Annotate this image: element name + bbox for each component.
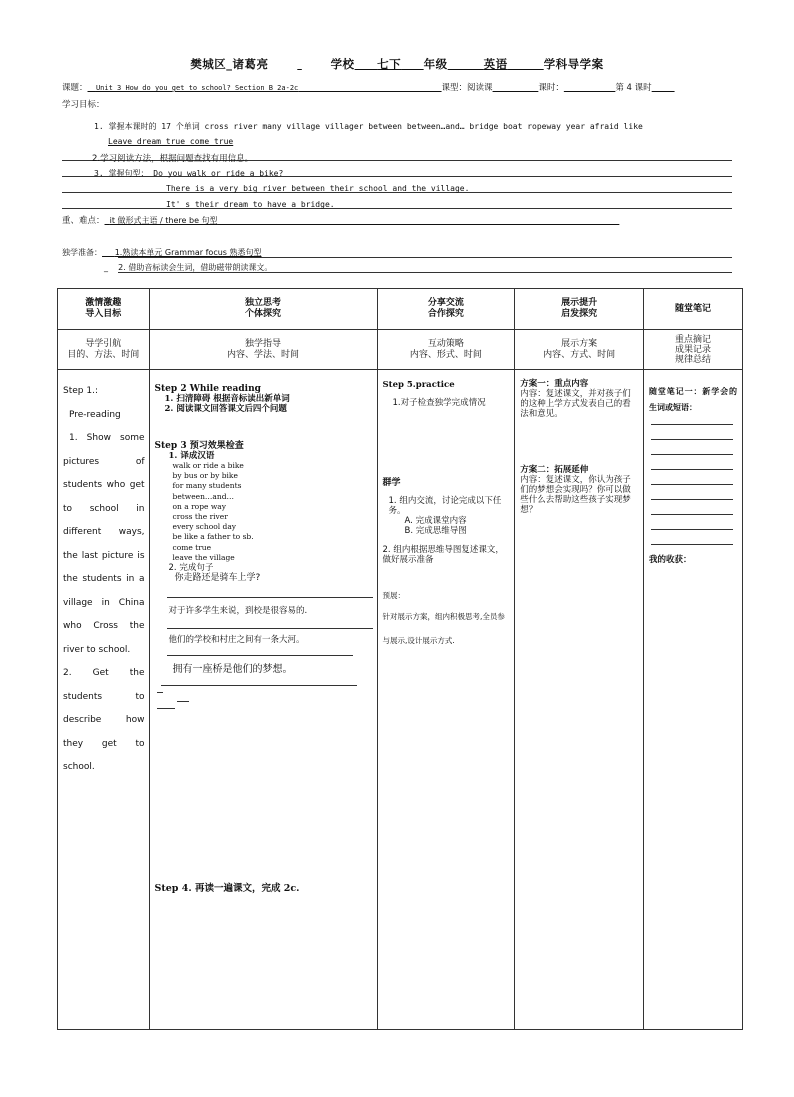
header-col-2: 独立思考 个体探究 xyxy=(149,289,377,330)
lesson-table xyxy=(57,288,743,1030)
focus-row: 重、难点： it 做形式主语 / there be 句型 xyxy=(62,216,218,226)
group-item-1b: B. 完成思维导图 xyxy=(404,526,467,536)
subheader-col-3: 互动策略 内容、形式、时间 xyxy=(377,330,515,370)
step5-item-1: 1.对子检查独学完成情况 xyxy=(392,398,486,408)
col-intro xyxy=(58,370,150,1030)
header-col-4: 展示提升 启发探究 xyxy=(515,289,644,330)
col-notes xyxy=(644,370,743,1030)
subheader-col-2: 独学指导 内容、学法、时间 xyxy=(149,330,377,370)
intro-p2: 2. Get the students to describe how they get to school. xyxy=(63,668,145,772)
goal-1: 1. 掌握本课时的 17 个单词 cross river many village villager between between…and… bridge boat ropeway year afraid like xyxy=(94,122,643,131)
step2-item-2: 2. 阅读课文回答课文后四个问题 xyxy=(164,404,287,414)
step3-title: Step 3 预习效果检查 xyxy=(154,441,244,451)
phrase-list xyxy=(155,461,373,563)
col-independent xyxy=(149,370,377,1030)
subheader-col-1: 导学引航 目的、方法、时间 xyxy=(58,330,150,370)
prep-row-1: 独学准备： 1.熟读本单元 Grammar focus 熟悉句型 xyxy=(62,248,262,257)
phrase-item: leave the village xyxy=(172,552,235,562)
plan1-text: 内容：复述课文，并对孩子们的这种上学方式发表自己的看法和意见。 xyxy=(520,389,631,419)
plan2-title: 方案二：拓展延伸 xyxy=(520,465,589,475)
subheader-col-5: 重点摘记 成果记录 规律总结 xyxy=(644,330,743,370)
plan2-text: 内容：复述课文，你认为孩子们的梦想会实现吗？你可以做些什么去帮助这些孩子实现梦想？ xyxy=(520,475,631,515)
phrase-item: cross the river xyxy=(172,512,228,522)
phrase-item: be like a father to sb. xyxy=(172,532,254,542)
plan1-title: 方案一：重点内容 xyxy=(520,379,589,389)
header-col-5: 随堂笔记 xyxy=(644,289,743,330)
phrase-item: by bus or by bike xyxy=(172,471,238,481)
goal-2: 2.学习阅读方法，根据问题查找有用信息。 xyxy=(92,154,254,164)
subheader-col-4: 展示方案 内容、方式、时间 xyxy=(515,330,644,370)
step2-title: Step 2 While reading xyxy=(154,384,261,394)
group-item-2: 2. 组内根据思维导图复述课文，做好展示准备 xyxy=(382,545,504,565)
phrase-item: walk or ride a bike xyxy=(172,461,244,470)
header-col-3: 分享交流 合作探究 xyxy=(377,289,515,330)
note-1: 随堂笔记一：新学会的生词或短语： xyxy=(649,387,737,412)
step4-title: Step 4. 再读一遍课文，完成 2c. xyxy=(154,883,300,894)
sentence-q3: 他们的学校和村庄之间有一条大河。 xyxy=(168,635,305,646)
col-cooperative xyxy=(377,370,515,1030)
step5-title: Step 5.practice xyxy=(382,380,455,390)
harvest-label: 我的收获： xyxy=(649,555,692,565)
sentence-q2: 对于许多学生来说，到校是很容易的. xyxy=(168,606,308,617)
group-item-1: 1. 组内交流，讨论完成以下任务。 xyxy=(388,496,502,516)
goal-3-sentence-3: It' s their dream to have a bridge. xyxy=(166,200,335,209)
step3-item-1: 1. 译成汉语 xyxy=(168,451,215,461)
phrase-item: every school day xyxy=(172,522,237,532)
header-col-1: 激情激趣 导入目标 xyxy=(58,289,150,330)
sentence-q1: 你走路还是骑车上学? xyxy=(174,573,261,584)
goal-3: 3. 掌握句型： Do you walk or ride a bike? xyxy=(94,169,284,178)
col-presentation xyxy=(515,370,644,1030)
topic-row: 课题：__Unit 3 How do you get to school? Section B 2a-2c 课型：阅读课 课时： 第 4 课时 xyxy=(62,83,652,93)
sentence-q4: 拥有一座桥是他们的梦想。 xyxy=(172,664,293,676)
preview-title: 预展： xyxy=(382,591,406,600)
page-title: 樊城区_诸葛亮 学校 七下 年级 英语 学科导学案 xyxy=(190,57,604,71)
step3-item-2: 2. 完成句子 xyxy=(168,563,214,574)
phrase-item: between…and… xyxy=(172,491,234,501)
intro-step: Step 1.: xyxy=(63,386,98,396)
preview-text: 针对展示方案，组内积极思考,全员参与展示,设计展示方式. xyxy=(382,612,505,645)
group-item-1a: A. 完成课堂内容 xyxy=(404,516,467,526)
goal-3-sentence-2: There is a very big river between their school and the village. xyxy=(166,184,470,193)
step2-item-1: 1. 扫清障碍 根据音标读出新单词 xyxy=(164,394,290,404)
phrase-item: come true xyxy=(172,542,212,552)
group-title: 群学 xyxy=(382,478,401,488)
intro-p1: 1. Show some pictures of students who get to school in different ways, the last picture is the students in a village in China who Cross the river to school. xyxy=(63,433,145,655)
goals-label: 学习目标： xyxy=(62,100,105,110)
goal-1-cont: Leave dream true come true xyxy=(108,137,234,146)
phrase-item: on a rope way xyxy=(172,501,226,511)
prep-row-2: _ 2. 借助音标读会生词，借助磁带朗读课文。 xyxy=(104,263,273,272)
intro-pre: Pre-reading xyxy=(69,409,121,420)
phrase-item: for many students xyxy=(172,481,242,491)
